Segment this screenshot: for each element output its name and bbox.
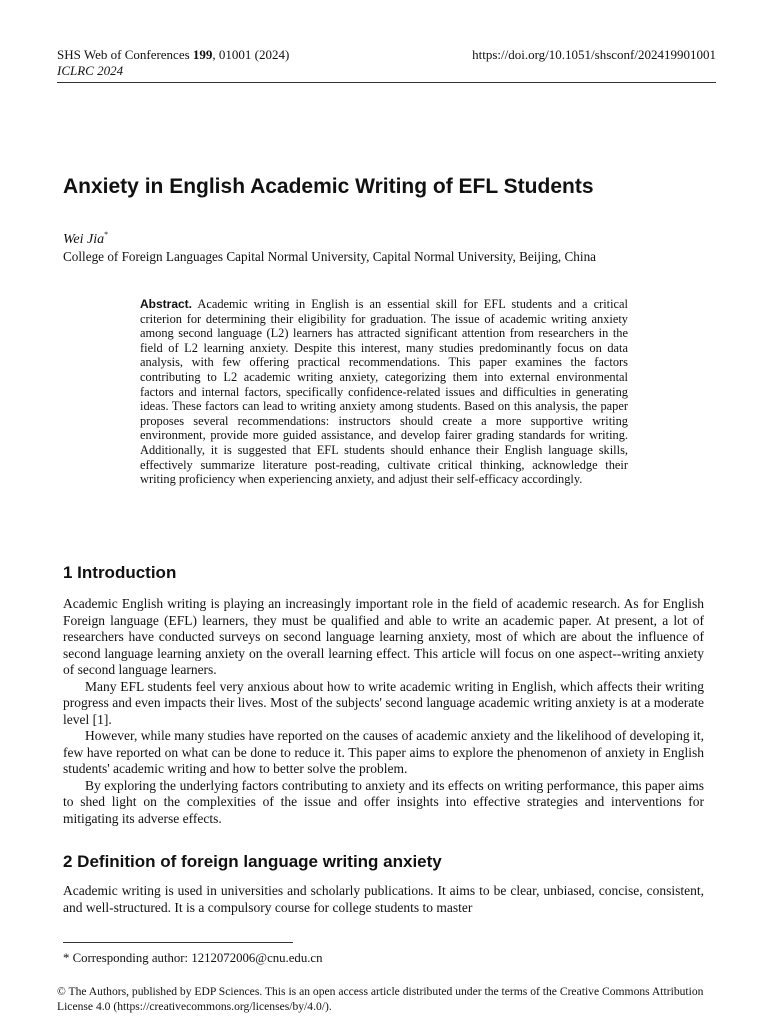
- running-header: [57, 47, 289, 79]
- conference-name: ICLRC 2024: [57, 63, 124, 78]
- section-heading-introduction: 1 Introduction: [63, 563, 177, 582]
- author-footnote-mark: *: [104, 230, 109, 239]
- affiliation: College of Foreign Languages Capital Normal University, Capital Normal University, Beijing, China: [63, 249, 597, 264]
- author-name: Wei Jia: [63, 232, 105, 247]
- paragraph: Many EFL students feel very anxious about how to write academic writing in English, which affects their writing progress and even impacts their lives. Most of the subjects' second language academic writing anxiety is at a moderate level [1].: [63, 678, 704, 727]
- license-notice: © The Authors, published by EDP Sciences. This is an open access article distributed under the terms of the Creative Commons Attribution License 4.0 (https://creativecommons.org/licenses/by/4.0/).: [57, 985, 704, 1013]
- author-line: [63, 226, 108, 249]
- doi-link[interactable]: https://doi.org/10.1051/shsconf/202419901001: [472, 47, 716, 62]
- author-email[interactable]: 1212072006@cnu.edu.cn: [191, 951, 323, 965]
- section-heading-definition: 2 Definition of foreign language writing anxiety: [63, 852, 442, 871]
- paper-title: Anxiety in English Academic Writing of EFL Students: [63, 175, 594, 198]
- introduction-body: [63, 596, 704, 827]
- definition-body: [63, 883, 704, 916]
- paragraph: Academic writing is used in universities and scholarly publications. It aims to be clear, unbiased, concise, consistent, and well-structured. It is a compulsory course for college students to master: [63, 883, 704, 915]
- footnote-divider: [63, 942, 293, 943]
- abstract-text: Academic writing in English is an essential skill for EFL students and a critical criterion for determining their eligibility for graduation. The issue of academic writing anxiety among second language (L2) learners has attracted significant attention from researchers in the field of L2 learning anxiety. Despite this interest, many studies predominantly focus on data analysis, with few offering practical recommendations. This paper examines the factors contributing to L2 academic writing anxiety, categorizing them into external environmental factors and internal factors, specifically confidence-related issues and difficulties in generating ideas. These factors can lead to writing anxiety among students. Based on this analysis, the paper proposes several recommendations: instructors should create a more supportive writing environment, provide more guided assistance, and develop fairer grading standards for writing. Additionally, it is suggested that EFL students should enhance their English language skills, effectively summarize literature post-reading, cultivate critical thinking, acknowledge their writing proficiency when experiencing anxiety, and adjust their self-efficacy accordingly.: [140, 297, 628, 487]
- corresponding-author-footnote: * Corresponding author: 1212072006@cnu.edu.cn: [63, 951, 323, 965]
- volume-number: 199: [192, 47, 213, 62]
- journal-line: SHS Web of Conferences 199, 01001 (2024): [57, 47, 290, 62]
- abstract-label: Abstract.: [140, 297, 193, 311]
- abstract: [140, 297, 628, 487]
- paragraph: By exploring the underlying factors contributing to anxiety and its effects on writing performance, this paper aims to shed light on the complexities of the issue and offer insights into effective strategies and interventions for mitigating its adverse effects.: [63, 777, 704, 826]
- paragraph: However, while many studies have reported on the causes of academic anxiety and the likelihood of developing it, few have reported on what can be done to reduce it. This paper aims to explore the phenomenon of anxiety in English students' academic writing and how to better solve the problem.: [63, 728, 704, 776]
- paragraph: Academic English writing is playing an increasingly important role in the field of academic research. As for English Foreign language (EFL) learners, they must be qualified and able to write an academic paper. At present, a lot of researchers have conducted surveys on second language learning anxiety, most of which are about the influence of second language learning anxiety on the overall learning effect. This article will focus on one aspect--writing anxiety of second language learners.: [63, 596, 704, 677]
- header-divider: [57, 82, 716, 83]
